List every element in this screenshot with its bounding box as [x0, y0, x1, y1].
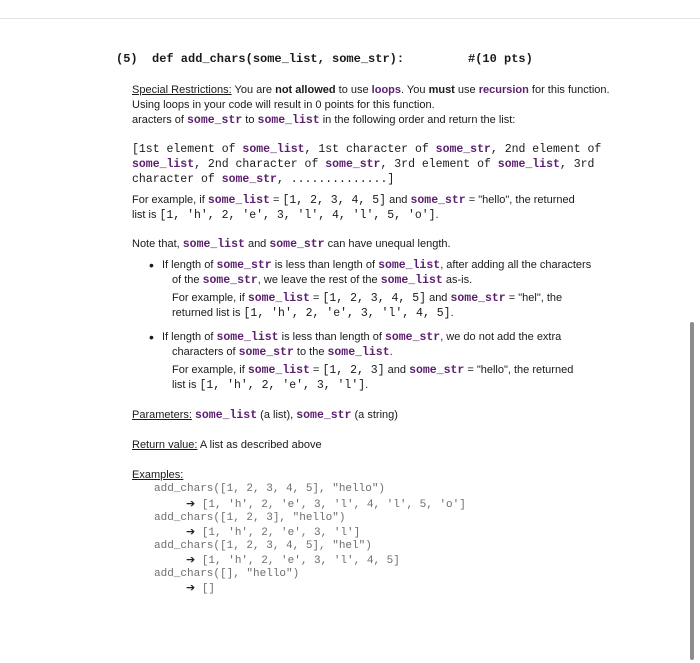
text: If length of: [162, 331, 217, 343]
text: =: [309, 364, 323, 376]
bullet2-line-4: [172, 377, 368, 394]
result-text: []: [195, 583, 216, 595]
code-some-list: some_list: [247, 292, 310, 305]
bullet2-line-2: [172, 344, 393, 361]
text: .: [389, 346, 393, 358]
text: can have unequal length.: [324, 238, 451, 250]
note-line: [132, 236, 451, 253]
code-some-list: some_list: [497, 158, 560, 171]
order-line-2: [132, 157, 594, 173]
code-some-list: some_list: [216, 331, 279, 344]
list-literal: [1, 2, 3]: [322, 364, 385, 377]
code-some-str: some_str: [221, 173, 277, 186]
must-text: must: [428, 84, 455, 96]
example-result: [186, 553, 400, 568]
order-line-3: [132, 172, 394, 188]
text: Note that,: [132, 238, 183, 250]
text: .: [435, 209, 439, 221]
arrow-icon: ➔: [186, 553, 196, 566]
text: characters of: [172, 346, 239, 358]
return-value-label: Return value:: [132, 439, 198, 451]
bullet1-line-2: [172, 272, 472, 289]
text: , 1st character of: [304, 143, 436, 156]
code-some-list: some_list: [242, 143, 305, 156]
code-some-list: some_list: [132, 158, 195, 171]
code-some-list: some_list: [378, 259, 441, 272]
parameters-label: Parameters:: [132, 409, 192, 421]
bullet-dot: •: [149, 257, 154, 273]
text: , after adding all the characters: [440, 259, 592, 271]
code-some-str: some_str: [409, 364, 465, 377]
text: =: [269, 194, 283, 206]
example-call: add_chars([1, 2, 3], "hello"): [154, 512, 346, 524]
list-literal: [1, 'h', 2, 'e', 3, 'l']: [199, 379, 366, 392]
code-some-str: some_str: [410, 194, 466, 207]
text: For example, if: [172, 364, 248, 376]
text: and: [426, 292, 451, 304]
code-some-str: some_str: [187, 114, 243, 127]
example-call: add_chars([], "hello"): [154, 568, 300, 580]
text: .: [450, 307, 454, 319]
text: as-is.: [442, 274, 473, 286]
code-some-str: some_str: [384, 331, 441, 344]
arrow-icon: ➔: [186, 581, 196, 594]
text: = "hello", the returned: [465, 194, 575, 206]
text: , 2nd character of: [194, 158, 326, 171]
text: and: [384, 364, 410, 376]
problem-number: (5): [116, 52, 138, 66]
text: to: [242, 114, 258, 126]
code-some-str: some_str: [450, 292, 506, 305]
text: , 2nd element of: [490, 143, 602, 156]
text: returned list is: [172, 307, 244, 319]
text: (a string): [351, 409, 398, 421]
text: for this function.: [528, 84, 610, 96]
example-result: [186, 497, 466, 512]
result-text: [1, 'h', 2, 'e', 3, 'l']: [195, 527, 361, 539]
text: is less than length of: [271, 259, 379, 271]
code-some-str: some_str: [325, 158, 381, 171]
examples-heading: Examples:: [132, 469, 184, 481]
text: in the following order and return the list:: [319, 114, 516, 126]
list-literal: [1, 'h', 2, 'e', 3, 'l', 4, 'l', 5, 'o']: [159, 209, 436, 222]
text: = "hello", the returned: [464, 364, 574, 376]
text: , ..............]: [276, 173, 395, 186]
example-call: add_chars([1, 2, 3, 4, 5], "hel"): [154, 540, 372, 552]
recursion-text: recursion: [478, 84, 529, 96]
code-some-str: some_str: [238, 346, 294, 359]
order-line-1: [132, 142, 601, 158]
return-value-line: [132, 437, 322, 453]
text: (a list),: [257, 409, 297, 421]
list-literal: [1, 'h', 2, 'e', 3, 'l', 4, 5]: [243, 307, 451, 320]
code-some-list: some_list: [247, 364, 310, 377]
restrictions-line-3: [132, 112, 515, 129]
restrictions-label: Special Restrictions:: [132, 84, 232, 96]
text: is less than length of: [278, 331, 385, 343]
code-some-str: some_str: [435, 143, 491, 156]
bullet-dot: •: [149, 329, 154, 345]
code-some-str: some_str: [216, 259, 272, 272]
text: . You: [401, 84, 429, 96]
vertical-scrollbar[interactable]: [690, 322, 694, 660]
code-some-list: some_list: [257, 114, 320, 127]
text: and: [244, 238, 270, 250]
code-some-str: some_str: [202, 274, 258, 287]
text: , we leave the rest of the: [257, 274, 381, 286]
text: to use: [335, 84, 372, 96]
text: .: [365, 379, 369, 391]
text: use: [454, 84, 479, 96]
code-some-list: some_list: [327, 346, 390, 359]
result-text: [1, 'h', 2, 'e', 3, 'l', 4, 'l', 5, 'o']: [195, 499, 466, 511]
restrictions-line-1: [132, 82, 610, 98]
examples-label: [132, 467, 183, 483]
text: list is: [132, 209, 160, 221]
text: [1st element of: [132, 143, 243, 156]
text: If length of: [162, 259, 217, 271]
arrow-icon: ➔: [186, 497, 196, 510]
text: = "hel", the: [505, 292, 563, 304]
text: =: [309, 292, 323, 304]
text: character of: [132, 173, 222, 186]
list-literal: [1, 2, 3, 4, 5]: [282, 194, 387, 207]
bullet1-line-4: [172, 305, 454, 322]
code-some-list: some_list: [182, 238, 245, 251]
text: of the: [172, 274, 203, 286]
code-some-str: some_str: [296, 409, 352, 422]
example-result: [186, 525, 360, 540]
code-some-list: some_list: [194, 409, 258, 422]
function-signature: def add_chars(some_list, some_str):: [152, 52, 405, 66]
text: For example, if: [132, 194, 208, 206]
text: aracters of: [132, 114, 188, 126]
text: to the: [293, 346, 328, 358]
text: You are: [231, 84, 276, 96]
example-intro-line-2: [132, 207, 439, 224]
text: A list as described above: [197, 439, 322, 451]
parameters-line: [132, 407, 398, 424]
text: , we do not add the extra: [440, 331, 562, 343]
restrictions-line-2: Using loops in your code will result in 0 points for this function.: [132, 99, 435, 111]
text: list is: [172, 379, 200, 391]
text: , 3rd element of: [380, 158, 498, 171]
loops-text: loops: [371, 84, 402, 96]
code-some-list: some_list: [207, 194, 270, 207]
points-label: #(10 pts): [468, 52, 533, 66]
result-text: [1, 'h', 2, 'e', 3, 'l', 4, 5]: [195, 555, 400, 567]
text: For example, if: [172, 292, 248, 304]
list-literal: [1, 2, 3, 4, 5]: [322, 292, 427, 305]
not-allowed-text: not allowed: [275, 84, 336, 96]
example-call: add_chars([1, 2, 3, 4, 5], "hello"): [154, 483, 386, 495]
code-some-str: some_str: [269, 238, 325, 251]
code-some-list: some_list: [380, 274, 443, 287]
example-result: [186, 581, 215, 596]
text: , 3rd: [559, 158, 595, 171]
arrow-icon: ➔: [186, 525, 196, 538]
text: and: [386, 194, 411, 206]
